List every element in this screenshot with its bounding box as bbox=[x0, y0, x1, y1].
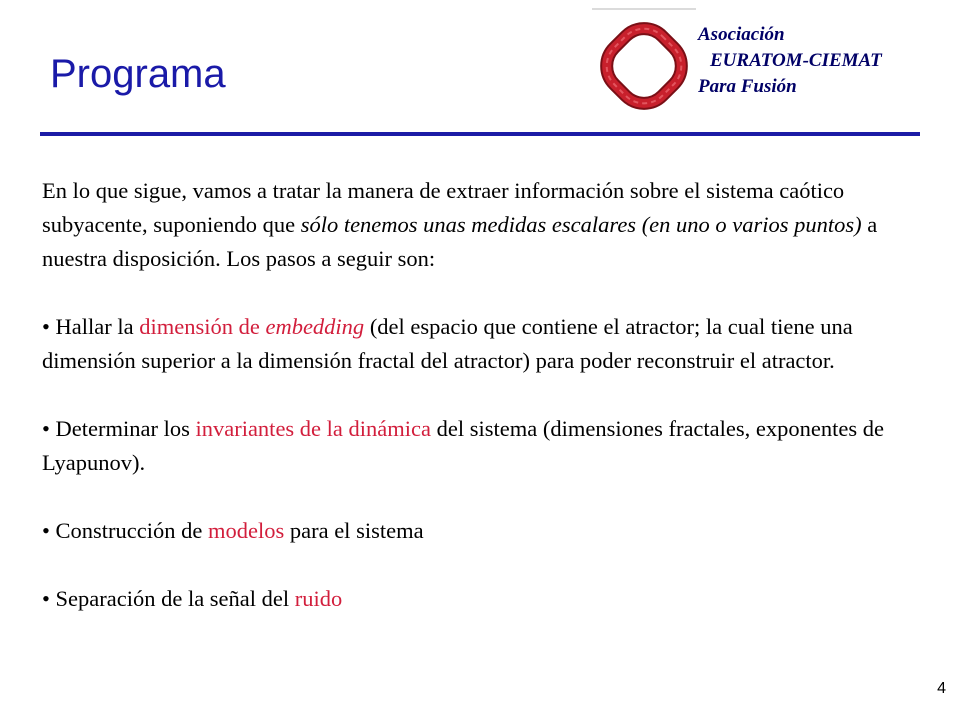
title-divider bbox=[40, 132, 920, 136]
bullet-highlight: dimensión de bbox=[139, 314, 266, 339]
organization-line-3: Para Fusión bbox=[698, 76, 797, 97]
bullet-suffix: para el sistema bbox=[284, 518, 424, 543]
intro-paragraph bbox=[42, 174, 922, 276]
bullet-prefix: • Construcción de bbox=[42, 518, 208, 543]
bullet-suffix: del sistema (dimensiones fractales, exponentes de Lyapunov). bbox=[42, 416, 884, 475]
bullet-invariants bbox=[42, 412, 922, 480]
organization-name bbox=[698, 22, 882, 100]
intro-text-italic: sólo tenemos unas medidas escalares (en uno o varios puntos) bbox=[300, 212, 862, 237]
slide-body bbox=[42, 174, 922, 650]
intro-text-1: En lo que sigue, vamos a tratar la manera de extraer información sobre el sistema caótico subyacente, suponiendo que bbox=[42, 178, 845, 237]
bullet-suffix: (del espacio que contiene el atractor; la cual tiene una dimensión superior a la dimensión fractal del atractor) para poder reconstruir el atractor. bbox=[42, 314, 853, 373]
bullet-noise bbox=[42, 582, 922, 616]
organization-line-1: Asociación bbox=[698, 24, 785, 45]
bullet-highlight-italic: embedding bbox=[265, 314, 365, 339]
bullet-embedding bbox=[42, 310, 922, 378]
euratom-ciemat-logo-icon bbox=[588, 6, 700, 122]
bullet-highlight: ruido bbox=[294, 586, 343, 611]
slide-title: Programa bbox=[50, 52, 226, 96]
bullet-highlight: modelos bbox=[207, 518, 285, 543]
bullet-models bbox=[42, 514, 922, 548]
organization-line-2: EURATOM-CIEMAT bbox=[710, 50, 882, 71]
bullet-prefix: • Hallar la bbox=[42, 314, 140, 339]
page-number: 4 bbox=[937, 680, 946, 697]
bullet-prefix: • Separación de la señal del bbox=[42, 586, 295, 611]
bullet-highlight: invariantes de la dinámica bbox=[195, 416, 431, 441]
intro-text-2: a nuestra disposición. Los pasos a seguir son: bbox=[42, 212, 878, 271]
bullet-prefix: • Determinar los bbox=[42, 416, 196, 441]
